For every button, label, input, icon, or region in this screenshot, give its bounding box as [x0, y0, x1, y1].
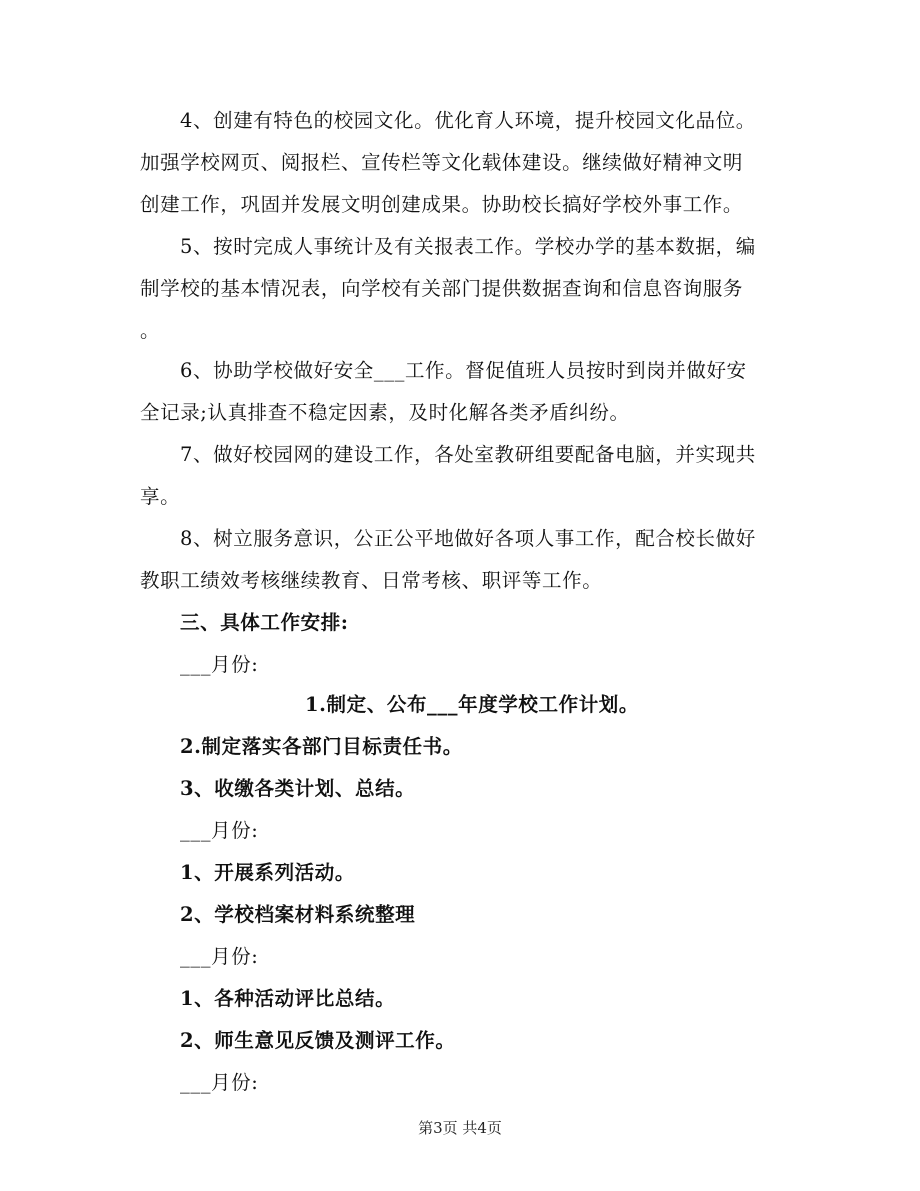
month-label: ___月份: — [180, 945, 259, 968]
month-label: ___月份: — [180, 819, 259, 842]
month-2-item-2: 2、学校档案材料系统整理 — [180, 903, 416, 926]
paragraph-8-line-2: 教职工绩效考核继续教育、日常考核、职评等工作。 — [140, 569, 603, 592]
month-label: ___月份: — [180, 1071, 259, 1094]
paragraph-6-line-2: 全记录;认真排查不稳定因素，及时化解各类矛盾纠纷。 — [140, 401, 630, 424]
month-3-item-2: 2、师生意见反馈及测评工作。 — [180, 1029, 456, 1052]
paragraph-5-line-3: 。 — [140, 319, 161, 342]
month-1-item-1: 1.制定、公布___年度学校工作计划。 — [305, 693, 640, 716]
paragraph-5-line-2: 制学校的基本情况表，向学校有关部门提供数据查询和信息咨询服务 — [140, 277, 744, 300]
paragraph-4-line-3: 创建工作，巩固并发展文明创建成果。协助校长搞好学校外事工作。 — [140, 193, 744, 216]
page-number-footer: 第3页 共4页 — [418, 1119, 502, 1137]
paragraph-5-line-1: 5、按时完成人事统计及有关报表工作。学校办学的基本数据，编 — [180, 235, 756, 258]
month-1-item-3: 3、收缴各类计划、总结。 — [180, 777, 416, 800]
paragraph-4-line-1: 4、创建有特色的校园文化。优化育人环境，提升校园文化品位。 — [180, 109, 756, 132]
paragraph-7-line-1: 7、做好校园网的建设工作，各处室教研组要配备电脑，并实现共 — [180, 443, 756, 466]
paragraph-8-line-1: 8、树立服务意识，公正公平地做好各项人事工作，配合校长做好 — [180, 527, 756, 550]
section-heading: 三、具体工作安排: — [180, 611, 349, 634]
month-3-item-1: 1、各种活动评比总结。 — [180, 987, 396, 1010]
paragraph-4-line-2: 加强学校网页、阅报栏、宣传栏等文化载体建设。继续做好精神文明 — [140, 151, 744, 174]
month-2-item-1: 1、开展系列活动。 — [180, 861, 355, 884]
month-1-item-2: 2.制定落实各部门目标责任书。 — [180, 735, 463, 758]
paragraph-7-line-2: 享。 — [140, 485, 181, 508]
month-label: ___月份: — [180, 653, 259, 676]
paragraph-6-line-1: 6、协助学校做好安全___工作。督促值班人员按时到岗并做好安 — [180, 359, 747, 382]
